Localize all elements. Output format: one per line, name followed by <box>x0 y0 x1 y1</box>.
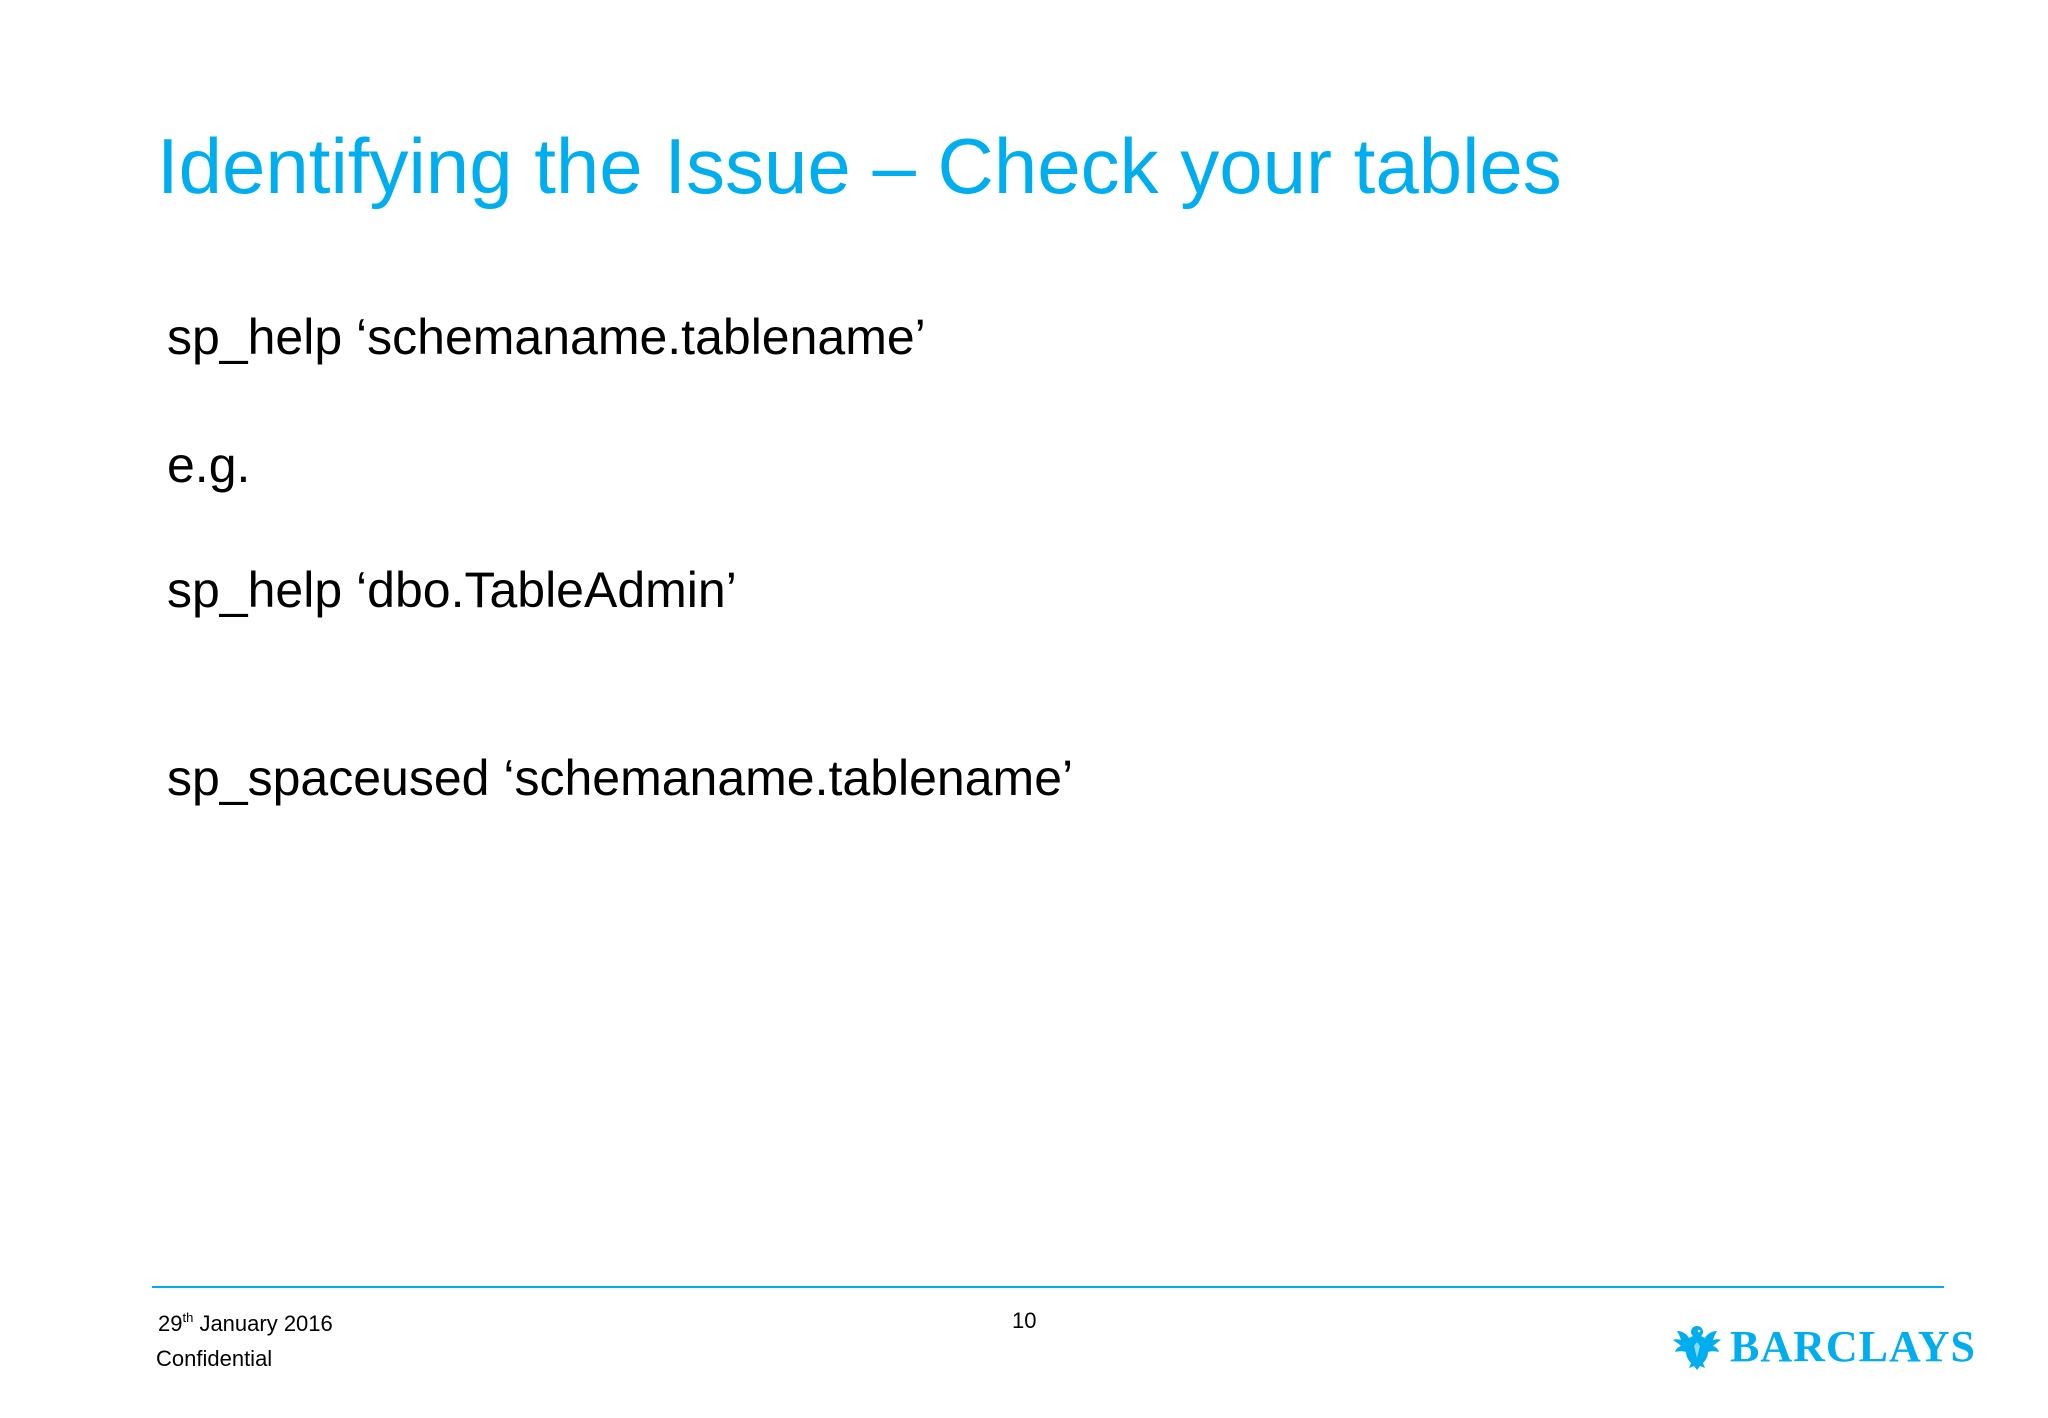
footer-date-rest: January 2016 <box>193 1311 333 1336</box>
eagle-icon <box>1672 1322 1722 1372</box>
footer-classification: Confidential <box>156 1346 273 1371</box>
slide-title: Identifying the Issue – Check your tables <box>157 122 1562 210</box>
page-number: 10 <box>1012 1308 1037 1333</box>
brand-wordmark: BARCLAYS <box>1730 1322 1977 1371</box>
body-line-sp-spaceused: sp_spaceused ‘schemaname.tablename’ <box>167 750 1074 806</box>
body-line-sp-help: sp_help ‘schemaname.tablename’ <box>167 309 926 365</box>
body-line-example-label: e.g. <box>167 437 251 493</box>
barclays-logo <box>1672 1322 1977 1372</box>
body-line-sp-help-example: sp_help ‘dbo.TableAdmin’ <box>167 562 737 618</box>
footer-date-day: 29 <box>158 1311 183 1336</box>
footer-divider <box>152 1286 1944 1288</box>
footer-date <box>158 1310 333 1338</box>
footer-date-suffix: th <box>182 1310 194 1325</box>
